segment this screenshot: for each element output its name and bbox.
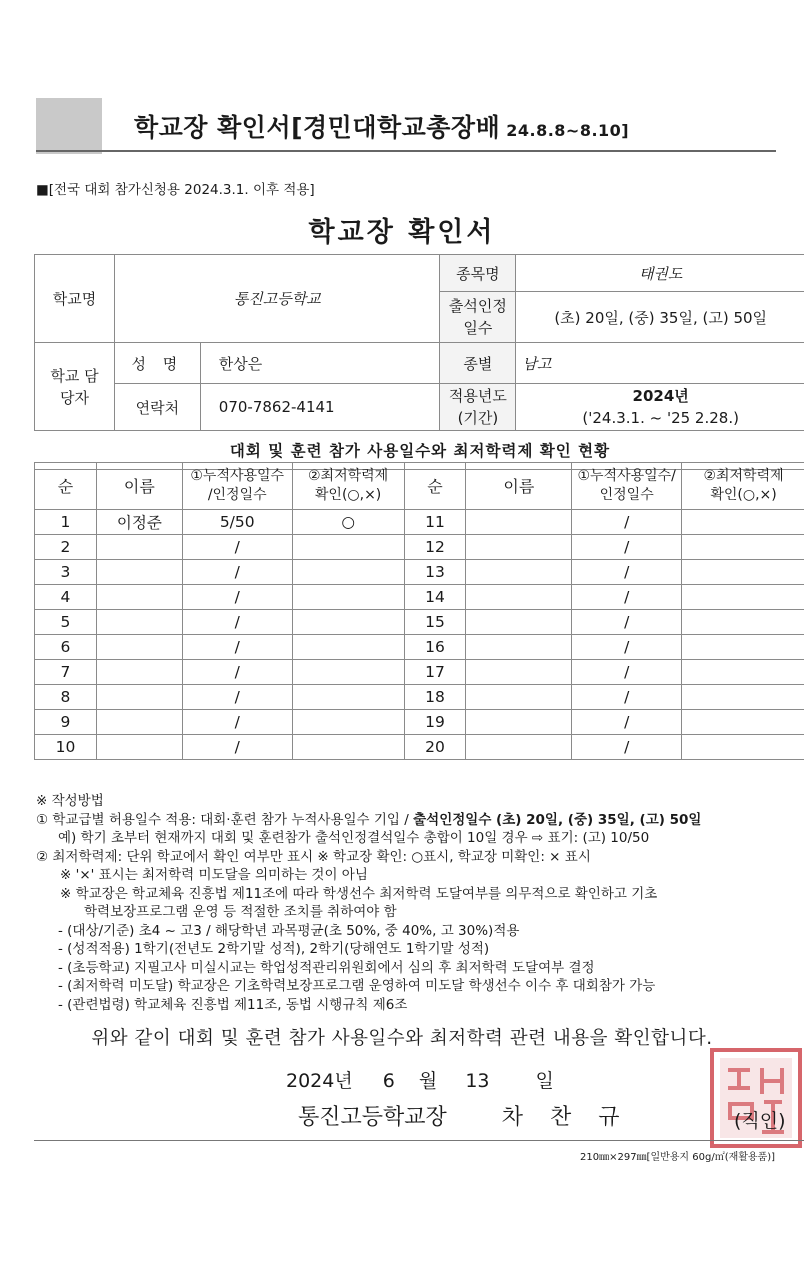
player-name <box>466 585 572 610</box>
note-dash-4: - (최저학력 미도달) 학교장은 기초학력보장프로그램 운영하여 미도달 학생선수 이수 후 대회참가 가능 <box>58 978 656 994</box>
min-academic-check <box>292 660 404 685</box>
table-row <box>35 535 804 560</box>
note-dash-1: - (대상/기준) 초4 ~ 고3 / 해당학년 과목평균(초 50%, 중 40%, 고 30%)적용 <box>58 922 520 939</box>
player-name <box>96 710 182 735</box>
used-days: / <box>182 660 292 685</box>
player-name <box>96 685 182 710</box>
player-name <box>96 735 182 760</box>
summary-title: 대회 및 훈련 참가 사용일수와 최저학력제 확인 현황 <box>35 431 804 470</box>
min-academic-check <box>682 735 804 760</box>
table-row <box>35 685 804 710</box>
used-days: / <box>572 685 682 710</box>
notes-heading: ※ 작성방법 <box>36 793 104 809</box>
table-row <box>35 635 804 660</box>
row-number: 16 <box>404 635 466 660</box>
date-month-word: 월 <box>418 1070 438 1092</box>
note-dash-5: - (관련법령) 학교체육 진흥법 제11조, 동법 시행규칙 제6조 <box>58 996 408 1013</box>
min-academic-check <box>682 635 804 660</box>
note-item-2-sub2-cont: 학력보장프로그램 운영 등 적절한 조치를 취하여야 함 <box>84 904 397 920</box>
min-academic-check <box>292 585 404 610</box>
usage-table <box>34 462 804 760</box>
used-days: / <box>182 560 292 585</box>
row-number: 19 <box>404 710 466 735</box>
used-days: / <box>182 635 292 660</box>
min-academic-check <box>292 610 404 635</box>
apply-note: ■[전국 대회 참가신청용 2024.3.1. 이후 적용] <box>36 182 315 198</box>
min-academic-check <box>682 685 804 710</box>
table-row <box>35 710 804 735</box>
category-value: 남고 <box>516 343 804 384</box>
year-label: 적용년도 (기간) <box>440 384 516 431</box>
min-academic-check <box>682 660 804 685</box>
note-item-2-sub1: ※ '×' 표시는 최저학력 미도달을 의미하는 것이 아님 <box>60 867 368 883</box>
instructions <box>36 792 804 1014</box>
year-value: 2024년 <box>632 387 689 405</box>
attendance-value: (초) 20일, (중) 35일, (고) 50일 <box>516 292 804 343</box>
player-name <box>96 535 182 560</box>
top-title-dates: 24.8.8~8.10] <box>506 121 630 140</box>
player-name <box>466 685 572 710</box>
event-value: 태권도 <box>516 255 804 292</box>
col-name: 이름 <box>96 463 182 510</box>
row-number: 4 <box>35 585 97 610</box>
row-number: 7 <box>35 660 97 685</box>
official-seal <box>708 1046 804 1150</box>
player-name <box>466 560 572 585</box>
player-name <box>466 660 572 685</box>
used-days: / <box>182 585 292 610</box>
principal-name: 차 찬 규 <box>501 1105 630 1130</box>
player-name <box>96 585 182 610</box>
col-check-right: ②최저학력제 확인(○,×) <box>682 463 804 510</box>
col-name-right: 이름 <box>466 463 572 510</box>
min-academic-check <box>682 510 804 535</box>
row-number: 3 <box>35 560 97 585</box>
principal-line <box>298 1100 630 1131</box>
player-name <box>96 560 182 585</box>
table-row <box>35 735 804 760</box>
min-academic-check <box>292 735 404 760</box>
col-days: ①누적사용일수 /인정일수 <box>182 463 292 510</box>
person-name-label: 성 명 <box>114 343 200 384</box>
confirmation-statement: 위와 같이 대회 및 훈련 참가 사용일수와 최저학력 관련 내용을 확인합니다. <box>91 1028 713 1049</box>
min-academic-check <box>292 635 404 660</box>
used-days: / <box>572 585 682 610</box>
school-name-label: 학교명 <box>35 255 115 343</box>
player-name <box>466 735 572 760</box>
min-academic-check <box>292 560 404 585</box>
min-academic-check <box>682 710 804 735</box>
used-days: / <box>182 685 292 710</box>
player-name <box>466 710 572 735</box>
note-item-2-sub2: ※ 학교장은 학교체육 진흥법 제11조에 따라 학생선수 최저학력 도달여부를 의무적으로 확인하고 기초 <box>60 885 658 902</box>
date-day: 13 <box>465 1070 490 1092</box>
min-academic-check <box>682 560 804 585</box>
row-number: 20 <box>404 735 466 760</box>
phone-value: 070-7862-4141 <box>200 384 440 431</box>
player-name <box>96 610 182 635</box>
row-number: 12 <box>404 535 466 560</box>
signature-date <box>286 1066 554 1093</box>
top-title: 학교장 확인서[경민대학교총장배 24.8.8~8.10] <box>134 113 630 142</box>
school-name-value: 통진고등학교 <box>114 255 440 343</box>
school-info-table <box>34 254 804 470</box>
person-name-value: 한상은 <box>200 343 440 384</box>
header-gray-block <box>36 98 102 154</box>
used-days: / <box>572 710 682 735</box>
top-divider <box>36 150 776 152</box>
row-number: 1 <box>35 510 97 535</box>
period-value: ('24.3.1. ~ '25 2.28.) <box>582 409 739 427</box>
row-number: 5 <box>35 610 97 635</box>
used-days: / <box>572 635 682 660</box>
player-name <box>466 510 572 535</box>
row-number: 10 <box>35 735 97 760</box>
row-number: 11 <box>404 510 466 535</box>
col-days-right: ①누적사용일수/ 인정일수 <box>572 463 682 510</box>
min-academic-check: ○ <box>292 510 404 535</box>
min-academic-check <box>292 710 404 735</box>
used-days: / <box>572 610 682 635</box>
player-name <box>466 610 572 635</box>
used-days: / <box>572 510 682 535</box>
category-label: 종별 <box>440 343 516 384</box>
used-days: / <box>572 660 682 685</box>
row-number: 15 <box>404 610 466 635</box>
min-academic-check <box>292 535 404 560</box>
min-academic-check <box>682 535 804 560</box>
col-no-right: 순 <box>404 463 466 510</box>
table-row <box>35 660 804 685</box>
table-row <box>35 610 804 635</box>
principal-title: 통진고등학교장 <box>298 1105 447 1130</box>
date-day-word: 일 <box>535 1070 554 1092</box>
event-label: 종목명 <box>440 255 516 292</box>
used-days: 5/50 <box>182 510 292 535</box>
note-item-1-example: 예) 학기 초부터 현재까지 대회 및 훈련참가 출석인정결석일수 총합이 10일 경우 ⇨ 표기: (고) 10/50 <box>58 830 650 846</box>
paper-spec: 210㎜×297㎜[일반용지 60g/㎡(재활용품)] <box>580 1152 776 1163</box>
used-days: / <box>182 735 292 760</box>
bottom-divider <box>34 1140 804 1141</box>
row-number: 6 <box>35 635 97 660</box>
used-days: / <box>182 610 292 635</box>
table-row <box>35 560 804 585</box>
row-number: 14 <box>404 585 466 610</box>
note-dash-3: - (초등학교) 지필고사 미실시교는 학업성적관리위원회에서 심의 후 최저학력 도달여부 결정 <box>58 959 595 976</box>
note-item-1-bold: 출석인정일수 (초) 20일, (중) 35일, (고) 50일 <box>413 811 702 828</box>
year-value-cell <box>516 384 804 431</box>
min-academic-check <box>292 685 404 710</box>
used-days: / <box>182 535 292 560</box>
col-check: ②최저학력제 확인(○,×) <box>292 463 404 510</box>
contact-person-label: 학교 담당자 <box>35 343 115 431</box>
row-number: 18 <box>404 685 466 710</box>
row-number: 2 <box>35 535 97 560</box>
seal-label: (직인) <box>734 1110 786 1132</box>
player-name <box>96 660 182 685</box>
date-month: 6 <box>382 1070 395 1092</box>
player-name <box>466 535 572 560</box>
min-academic-check <box>682 585 804 610</box>
date-year: 2024년 <box>286 1070 353 1092</box>
table-row <box>35 510 804 535</box>
row-number: 17 <box>404 660 466 685</box>
attendance-label: 출석인정 일수 <box>440 292 516 343</box>
row-number: 13 <box>404 560 466 585</box>
player-name <box>466 635 572 660</box>
used-days: / <box>182 710 292 735</box>
note-dash-2: - (성적적용) 1학기(전년도 2학기말 성적), 2학기(당해연도 1학기말 성적) <box>58 941 490 957</box>
note-item-2: ② 최저학력제: 단위 학교에서 확인 여부만 표시 ※ 학교장 확인: ○표시, 학교장 미확인: × 표시 <box>36 848 591 865</box>
note-item-1: ① 학교급별 허용일수 적용: 대회·훈련 참가 누적사용일수 기입 / 출석인정일수 (초) 20일, (중) 35일, (고) 50일 <box>36 811 702 828</box>
min-academic-check <box>682 610 804 635</box>
phone-label: 연락처 <box>114 384 200 431</box>
document-title: 학교장 확인서 <box>308 217 496 248</box>
used-days: / <box>572 535 682 560</box>
row-number: 9 <box>35 710 97 735</box>
table-row <box>35 585 804 610</box>
used-days: / <box>572 735 682 760</box>
used-days: / <box>572 560 682 585</box>
col-no: 순 <box>35 463 97 510</box>
player-name: 이정준 <box>96 510 182 535</box>
player-name <box>96 635 182 660</box>
row-number: 8 <box>35 685 97 710</box>
usage-header-row <box>35 463 804 510</box>
